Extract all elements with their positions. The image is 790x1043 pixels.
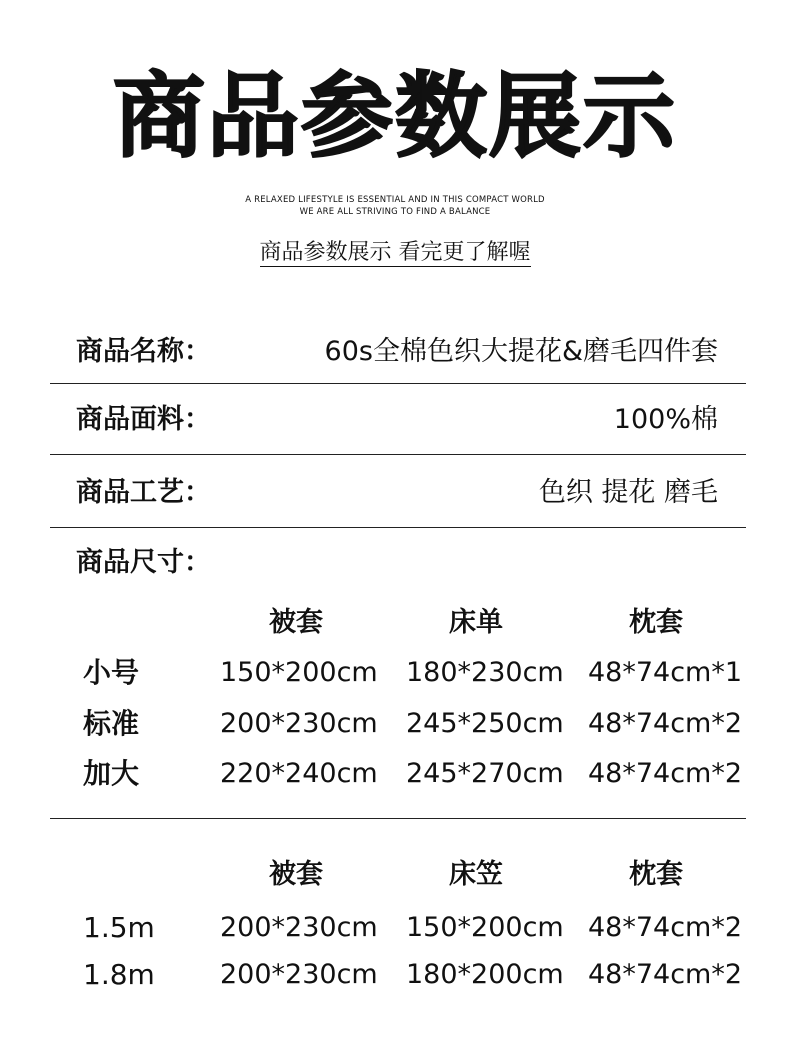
table2-header-pillowcase: 枕套 — [629, 859, 683, 890]
table1-cell: 200*230cm — [220, 708, 378, 739]
table1-cell: 245*250cm — [406, 708, 564, 739]
table1-cell: 48*74cm*1 — [588, 657, 743, 688]
table1-header-duvet: 被套 — [269, 607, 323, 638]
table2-cell: 150*200cm — [406, 912, 564, 943]
table1-header-pillowcase: 枕套 — [629, 607, 683, 638]
table1-cell: 48*74cm*2 — [588, 708, 743, 739]
table1-cell: 245*270cm — [406, 758, 564, 789]
table1-row-label: 标准 — [83, 707, 140, 740]
param-label-craft: 商品工艺： — [76, 477, 211, 508]
table1-cell: 180*230cm — [406, 657, 564, 688]
table1-header-sheet: 床单 — [449, 607, 503, 638]
divider — [50, 527, 746, 528]
table2-cell: 180*200cm — [406, 959, 564, 990]
param-label-fabric: 商品面料： — [76, 404, 211, 435]
table2-cell: 200*230cm — [220, 959, 378, 990]
subtitle — [0, 238, 790, 268]
table2-header-fitted-sheet: 床笠 — [449, 859, 503, 890]
table1-row-label: 加大 — [83, 757, 140, 790]
divider — [50, 454, 746, 455]
page-title: 商品参数展示 — [112, 63, 677, 170]
table2-cell: 48*74cm*2 — [588, 912, 743, 943]
table2-row-label: 1.8m — [83, 958, 155, 991]
tagline-line-1: A RELAXED LIFESTYLE IS ESSENTIAL AND IN THIS COMPACT WORLD — [245, 195, 545, 205]
divider — [50, 818, 746, 819]
table2-cell: 200*230cm — [220, 912, 378, 943]
param-value-craft: 色织 提花 磨毛 — [538, 477, 718, 508]
tagline-line-2: WE ARE ALL STRIVING TO FIND A BALANCE — [299, 207, 491, 217]
table2-header-duvet: 被套 — [269, 859, 323, 890]
table1-row-label: 小号 — [83, 656, 140, 689]
table1-cell: 150*200cm — [220, 657, 378, 688]
table1-cell: 220*240cm — [220, 758, 378, 789]
size-label: 商品尺寸： — [76, 547, 211, 578]
divider — [50, 383, 746, 384]
table2-row-label: 1.5m — [83, 911, 155, 944]
param-value-fabric: 100%棉 — [613, 404, 718, 435]
subtitle-text: 商品参数展示 看完更了解喔 — [259, 240, 531, 265]
table2-cell: 48*74cm*2 — [588, 959, 743, 990]
param-value-name: 60s全棉色织大提花&磨毛四件套 — [324, 336, 718, 367]
param-label-name: 商品名称： — [76, 336, 211, 367]
table1-cell: 48*74cm*2 — [588, 758, 743, 789]
